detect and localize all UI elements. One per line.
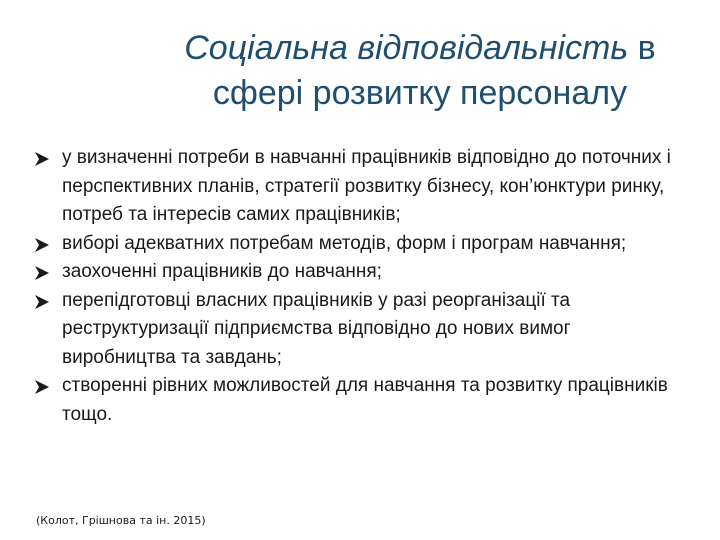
bullet-text: перепідготовці власних працівників у разі реорганізації та реструктуризації підприємства відповідно до нових вимог виробництва та завдань; — [62, 289, 571, 368]
bullet-text: заохоченні працівників до навчання; — [62, 261, 382, 282]
bullet-text: у визначенні потреби в навчанні працівників відповідно до поточних і перспективних планів, стратегії розвитку бізнесу, кон’юнктури ринку, потреб та інтересів самих працівників; — [62, 147, 671, 225]
list-item — [34, 372, 674, 429]
title-emphasis: Соціальна відповідальність — [184, 29, 629, 67]
slide-title — [120, 26, 720, 116]
list-item — [34, 230, 674, 259]
list-item — [34, 258, 674, 287]
arrow-bullet-icon — [34, 151, 50, 167]
list-item — [34, 144, 674, 230]
arrow-bullet-icon — [34, 294, 50, 310]
arrow-bullet-icon — [34, 237, 50, 253]
title-rest: в — [628, 29, 656, 67]
arrow-bullet-icon — [34, 379, 50, 395]
bullet-list — [34, 144, 674, 429]
list-item — [34, 287, 674, 373]
title-line-2: сфері розвитку персоналу — [212, 74, 628, 112]
citation: (Колот, Грішнова та ін. 2015) — [36, 514, 206, 527]
bullet-text: створенні рівних можливостей для навчання та розвитку працівників тощо. — [62, 375, 668, 425]
arrow-bullet-icon — [34, 265, 50, 281]
bullet-text: виборі адекватних потребам методів, форм і програм навчання; — [62, 232, 627, 254]
